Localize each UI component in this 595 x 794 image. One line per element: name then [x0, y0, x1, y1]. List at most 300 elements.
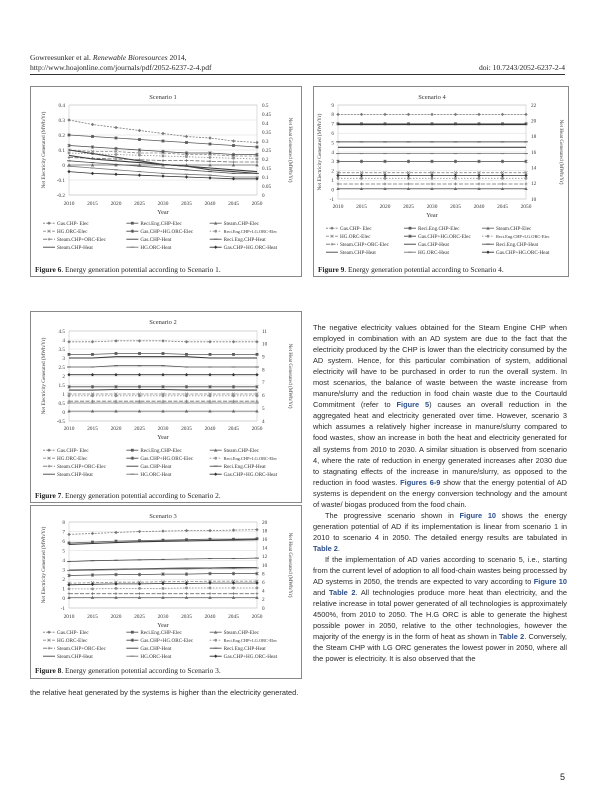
- y-tick-label: 2: [62, 373, 65, 380]
- legend-label: Gas.CHP+HG.ORC-Heat: [496, 250, 550, 256]
- legend-item: [126, 221, 182, 227]
- data-point: [91, 587, 94, 590]
- data-point: [138, 569, 142, 570]
- body-text-column: [313, 322, 567, 664]
- figure-10-link[interactable]: Figure 10: [459, 510, 497, 520]
- legend-item: [126, 229, 193, 235]
- legend-label: Gas.CHP-Heat: [418, 242, 449, 248]
- data-point: [478, 177, 481, 180]
- y-tick-label: -0.5: [56, 418, 65, 425]
- data-point: [208, 171, 212, 172]
- y2-tick-label: 0: [262, 192, 265, 199]
- figure-9-caption-text: . Energy generation potential according to Scenario 4.: [344, 265, 504, 274]
- legend-label: Gas.CHP- Elec: [57, 448, 89, 454]
- y-tick-label: 8: [331, 112, 334, 119]
- data-point: [91, 367, 95, 368]
- data-point: [67, 403, 71, 404]
- data-point: [477, 174, 480, 177]
- p3-text: If the implementation of AD varies according to scenario 5, i.e., starting from the current level of adoption to all food-chain wastes being processed by AD systems in 2050, the trends are expected to vary according to: [313, 554, 567, 587]
- data-point: [232, 173, 236, 174]
- legend-label: Gas.CHP+HG.ORC-Heat: [223, 245, 278, 251]
- legend-marker: [47, 631, 50, 634]
- legend-label: Reci.Eng.CHP+LG.ORC-Elec: [223, 229, 278, 234]
- data-point: [68, 592, 71, 595]
- data-point: [162, 400, 165, 403]
- data-point: [185, 155, 188, 158]
- figure-7-chart: [31, 312, 301, 490]
- data-point: [209, 394, 212, 397]
- legend-marker: [48, 238, 51, 241]
- y2-tick-label: 18: [262, 528, 268, 535]
- x-tick-label: 2050: [251, 201, 263, 207]
- legend-label: Reci.Eng.CHP+LG.ORC-Elec: [223, 638, 278, 643]
- data-point: [430, 113, 433, 116]
- legend-item: [210, 638, 278, 643]
- data-point: [524, 174, 527, 177]
- p2c-text: .: [337, 543, 340, 553]
- x-axis-label: Year: [157, 622, 169, 629]
- p3b-text: . All technologies produce more heat than electricity, and the relative increase in total power generated of all technologies is approximately 4500%, from 2010 to 2050. The H.G ORC is able to generate the highest possible power in 2050, relative to the other technologies, however the majority of the energy is in the form of heat as shown in: [313, 588, 568, 642]
- y-tick-label: -0.2: [56, 192, 65, 199]
- legend-item: [404, 242, 450, 248]
- x-axis-label: Year: [426, 212, 438, 219]
- x-tick-label: 2050: [251, 426, 263, 432]
- data-point: [138, 592, 141, 595]
- data-point: [384, 183, 387, 186]
- x-axis-label: Year: [157, 434, 169, 441]
- y-tick-label: 2.5: [58, 364, 65, 371]
- data-point: [138, 166, 142, 167]
- figure-7: [30, 311, 302, 503]
- data-point: [232, 400, 235, 403]
- data-point: [67, 367, 71, 368]
- legend-item: [126, 456, 193, 462]
- chart-title: Scenario 4: [418, 94, 446, 101]
- figure-6-label: Figure 6: [35, 265, 62, 274]
- data-point: [114, 126, 117, 129]
- legend-item: [404, 250, 450, 256]
- data-point: [162, 155, 165, 158]
- legend-item: [210, 245, 278, 251]
- y-tick-label: 5: [62, 548, 65, 555]
- x-tick-label: 2010: [63, 201, 75, 207]
- data-point: [232, 340, 235, 343]
- x-tick-label: 2020: [110, 426, 122, 432]
- data-point: [209, 592, 212, 595]
- legend-label: Reci.Eng.CHP-Heat: [223, 646, 266, 652]
- y-axis-label: Net Electricity Generated (MWh/Yr): [41, 337, 47, 415]
- chart-title: Scenario 3: [149, 513, 177, 520]
- y2-tick-label: 16: [531, 149, 537, 156]
- legend-item: [326, 250, 376, 256]
- legend-label: HG.ORC-Elec: [57, 229, 88, 235]
- data-point: [232, 581, 235, 584]
- legend-marker: [130, 474, 134, 475]
- legend-item: [43, 237, 107, 243]
- data-point: [383, 174, 386, 177]
- y-axis-label: Net Electricity Generated (MWh/Yr): [317, 113, 323, 191]
- legend-label: Reci.Eng.CHP-Heat: [496, 242, 539, 248]
- data-point: [256, 394, 259, 397]
- data-point: [138, 365, 142, 366]
- data-point: [336, 174, 339, 177]
- y-tick-label: 2: [331, 168, 334, 175]
- data-point: [161, 582, 164, 585]
- figure-6-caption-text: . Energy generation potential according to Scenario 1.: [61, 265, 221, 274]
- data-point: [255, 340, 258, 343]
- legend-item: [126, 237, 172, 243]
- data-point: [162, 140, 165, 143]
- y2-tick-label: 6: [262, 580, 265, 586]
- x-tick-label: 2025: [134, 201, 145, 207]
- data-point: [138, 394, 141, 397]
- p2-text: The progressive scenario shown in: [325, 510, 460, 520]
- chart-title: Scenario 2: [149, 319, 177, 326]
- legend-label: Reci.Eng.CHP+LG.ORC-Elec: [223, 456, 278, 461]
- series-steam-chp-orc-elec: [337, 183, 528, 186]
- data-point: [524, 141, 528, 142]
- x-tick-label: 2025: [134, 614, 145, 620]
- data-point: [162, 592, 165, 595]
- data-point: [185, 340, 188, 343]
- legend-label: HG.ORC-Elec: [57, 456, 88, 462]
- x-tick-label: 2040: [204, 201, 216, 207]
- legend-label: Steam.CHP+ORC-Elec: [57, 646, 106, 652]
- data-point: [209, 587, 212, 590]
- data-point: [208, 136, 211, 139]
- figure-6-caption: [35, 265, 299, 274]
- legend-item: [210, 237, 267, 243]
- legend-label: Steam.CHP-Heat: [57, 245, 93, 251]
- y-tick-label: 3: [331, 159, 334, 166]
- data-point: [336, 113, 339, 116]
- y2-tick-label: 11: [262, 328, 267, 335]
- legend-marker: [487, 235, 490, 238]
- legend-item: [43, 630, 89, 636]
- data-point: [185, 403, 189, 404]
- figure-9-caption: [318, 265, 566, 274]
- y2-tick-label: 7: [262, 380, 265, 387]
- data-point: [208, 581, 211, 584]
- legend-label: Reci.Eng.CHP-Heat: [223, 464, 266, 470]
- legend-item: [210, 456, 278, 461]
- left-column-text: the relative heat generated by the systems is higher than the electricity generated.: [30, 688, 299, 697]
- p3c-text: . Conversely, the Steam CHP with LG ORC generates the lowest power in 2050, where all the power is electricity. It is also observed that the: [313, 632, 567, 664]
- y-tick-label: 4: [62, 558, 65, 565]
- data-point: [115, 137, 118, 140]
- data-point: [114, 169, 118, 170]
- y-tick-label: 5: [331, 140, 334, 147]
- data-point: [208, 558, 212, 559]
- data-point: [256, 158, 259, 161]
- data-point: [114, 403, 118, 404]
- data-point: [185, 592, 188, 595]
- data-point: [501, 174, 504, 177]
- data-point: [67, 118, 70, 121]
- data-point: [232, 353, 235, 356]
- legend-label: HG.ORC-Elec: [57, 638, 88, 644]
- series-hg-orc-heat: [336, 153, 528, 154]
- figure-6-chart: [31, 87, 301, 265]
- x-tick-label: 2020: [110, 201, 122, 207]
- data-point: [454, 141, 458, 142]
- data-point: [337, 177, 340, 180]
- y-tick-label: 0: [62, 162, 65, 169]
- data-point: [430, 174, 433, 177]
- legend-item: [326, 242, 390, 248]
- x-tick-label: 2010: [332, 204, 344, 210]
- legend-item: [43, 654, 93, 660]
- data-point: [91, 172, 94, 175]
- legend-label: Reci.Eng.CHP+LG.ORC-Elec: [496, 234, 550, 239]
- series-gas-chp-hg-orc-elec: [68, 385, 259, 389]
- legend-marker: [214, 473, 217, 476]
- y-tick-label: -1: [60, 605, 65, 612]
- data-point: [67, 583, 70, 586]
- data-point: [525, 177, 528, 180]
- data-point: [161, 559, 165, 560]
- data-point: [91, 353, 94, 356]
- data-point: [185, 400, 188, 403]
- data-point: [138, 400, 141, 403]
- y2-tick-label: 8: [262, 571, 265, 578]
- figure-10-link-2[interactable]: Figure 10: [533, 577, 567, 587]
- data-point: [185, 135, 188, 138]
- data-point: [477, 113, 480, 116]
- table-2-link-2[interactable]: Table 2: [329, 588, 356, 598]
- legend-item: [126, 654, 172, 660]
- data-point: [138, 403, 142, 404]
- y-tick-label: 0: [62, 596, 65, 603]
- data-point: [232, 367, 236, 368]
- legend-item: [43, 638, 88, 644]
- data-point: [209, 143, 212, 146]
- legend-label: Steam.CHP-Elec: [496, 226, 532, 232]
- y-tick-label: 3: [62, 567, 65, 574]
- data-point: [67, 561, 71, 562]
- data-point: [114, 582, 117, 585]
- data-point: [115, 158, 118, 161]
- y-tick-label: 1.5: [58, 382, 65, 389]
- data-point: [91, 560, 95, 561]
- y-tick-label: 7: [331, 121, 334, 128]
- legend-label: HG.ORC-Heat: [140, 245, 172, 251]
- legend-item: [43, 245, 93, 251]
- data-point: [161, 365, 165, 366]
- legend-marker: [214, 639, 217, 642]
- legend-label: Steam.CHP+ORC-Elec: [57, 237, 106, 243]
- data-point: [430, 141, 434, 142]
- figure-8-label: Figure 8: [35, 666, 62, 675]
- header-doi: doi: 10.7243/2052-6237-2-4: [478, 63, 565, 72]
- legend-label: Steam.CHP-Heat: [57, 472, 93, 478]
- legend-label: Steam.CHP-Heat: [57, 654, 93, 660]
- data-point: [477, 153, 481, 154]
- y-tick-label: 6: [331, 131, 334, 137]
- legend-item: [482, 234, 550, 239]
- y-axis-label: Net Electricity Generated (MWh/Yr): [41, 526, 47, 604]
- data-point: [454, 174, 457, 177]
- legend-label: Gas.CHP+HG.ORC-Heat: [223, 472, 278, 478]
- data-point: [209, 160, 212, 163]
- data-point: [67, 533, 70, 536]
- y-tick-label: 6: [62, 538, 65, 545]
- legend-label: Gas.CHP+HG.ORC-Elec: [418, 234, 471, 240]
- x-tick-label: 2030: [157, 426, 169, 432]
- legend-marker: [486, 251, 489, 254]
- legend-label: HG.ORC-Heat: [418, 250, 449, 256]
- legend-marker: [131, 631, 134, 634]
- data-point: [501, 113, 504, 116]
- x-tick-label: 2025: [134, 426, 145, 432]
- y-tick-label: 0.1: [58, 147, 65, 154]
- legend-label: Gas.CHP+HG.ORC-Heat: [223, 654, 278, 660]
- legend-item: [43, 464, 107, 470]
- data-point: [114, 164, 118, 165]
- data-point: [91, 592, 94, 595]
- data-point: [524, 153, 528, 154]
- x-tick-label: 2040: [204, 426, 216, 432]
- data-point: [67, 170, 70, 173]
- figure-7-caption-text: . Energy generation potential according to Scenario 2.: [61, 491, 221, 500]
- table-2-link-3[interactable]: Table 2: [499, 632, 525, 642]
- paragraph-2: [313, 510, 567, 554]
- data-point: [185, 353, 188, 356]
- y-tick-label: 8: [62, 519, 65, 526]
- series-gas-chp-hg-orc-elec: [68, 572, 259, 578]
- figures-6-9-link[interactable]: Figures 6-9: [400, 477, 441, 487]
- x-tick-label: 2020: [110, 614, 122, 620]
- y2-tick-label: 0.15: [262, 165, 272, 172]
- legend-marker: [47, 222, 50, 225]
- data-point: [232, 587, 235, 590]
- legend-item: [126, 646, 172, 652]
- legend-label: Gas.CHP- Elec: [340, 226, 372, 232]
- figure-6: [30, 86, 302, 277]
- x-axis-label: Year: [157, 209, 169, 216]
- x-tick-label: 2045: [228, 614, 239, 620]
- x-tick-label: 2025: [403, 204, 414, 210]
- y2-tick-label: 0.5: [262, 102, 269, 109]
- legend-label: Reci.Eng.CHP-Elec: [140, 448, 182, 454]
- y2-tick-label: 0.2: [262, 156, 269, 163]
- data-point: [162, 394, 165, 397]
- series-gas-chp-hg-orc-heat: [67, 581, 258, 586]
- data-point: [185, 587, 188, 590]
- data-point: [138, 352, 141, 355]
- y2-tick-label: 22: [531, 102, 537, 109]
- data-point: [232, 403, 236, 404]
- table-2-link[interactable]: Table 2: [313, 543, 338, 553]
- data-point: [138, 154, 141, 157]
- data-point: [232, 139, 235, 142]
- y2-tick-label: 6: [262, 393, 265, 400]
- legend-item: [126, 464, 172, 470]
- series-hg-orc-elec: [337, 171, 528, 174]
- figure-8: [30, 505, 302, 679]
- header-rule: [30, 74, 565, 75]
- data-point: [256, 400, 259, 403]
- header-url[interactable]: http://www.hoajonline.com/journals/pdf/2052-6237-2-4.pdf: [30, 63, 212, 72]
- header-authors: Gowreesunker et al.: [30, 53, 93, 62]
- data-point: [232, 568, 236, 569]
- data-point: [454, 183, 457, 186]
- legend-item: [126, 638, 193, 644]
- legend-marker: [47, 449, 50, 452]
- legend-label: HG.ORC-Heat: [140, 654, 172, 660]
- legend-label: Gas.CHP-Heat: [140, 464, 172, 470]
- data-point: [68, 394, 71, 397]
- data-point: [383, 113, 386, 116]
- data-point: [232, 144, 235, 147]
- data-point: [161, 568, 165, 569]
- data-point: [91, 340, 94, 343]
- y-tick-label: 0.3: [58, 117, 65, 124]
- y2-tick-label: 18: [531, 134, 537, 141]
- data-point: [138, 174, 141, 177]
- legend-label: Gas.CHP+HG.ORC-Elec: [140, 456, 194, 462]
- y-tick-label: -1: [329, 196, 334, 203]
- figure-7-caption: [35, 491, 299, 500]
- data-point: [67, 166, 71, 167]
- data-point: [91, 168, 95, 169]
- data-point: [360, 153, 364, 154]
- data-point: [360, 113, 363, 116]
- y2-axis-label: Net Heat Generated (MWh/Yr): [287, 117, 293, 183]
- legend-item: [210, 630, 260, 636]
- y2-tick-label: 20: [531, 118, 537, 125]
- x-tick-label: 2030: [157, 614, 169, 620]
- data-point: [524, 113, 527, 116]
- legend-marker: [214, 239, 218, 240]
- legend-item: [43, 229, 88, 235]
- data-point: [161, 168, 165, 169]
- y2-tick-label: 10: [531, 196, 537, 203]
- data-point: [91, 403, 95, 404]
- y-tick-label: 4: [62, 337, 65, 344]
- legend-label: Steam.CHP-Elec: [223, 221, 259, 227]
- data-point: [161, 173, 165, 174]
- figure-7-label: Figure 7: [35, 491, 62, 500]
- series-gas-chp-hg-orc-heat: [336, 174, 527, 177]
- data-point: [208, 176, 211, 179]
- legend-marker: [130, 656, 134, 657]
- figure-5-link[interactable]: Figure 5: [396, 400, 430, 410]
- legend-label: Gas.CHP+HG.ORC-Elec: [140, 638, 194, 644]
- legend-marker: [214, 466, 218, 467]
- legend-marker: [48, 647, 51, 650]
- legend-marker: [214, 648, 218, 649]
- legend-marker: [214, 246, 217, 249]
- data-point: [185, 175, 188, 178]
- x-tick-label: 2045: [497, 204, 508, 210]
- legend-marker: [408, 252, 412, 253]
- legend-label: HG.ORC-Heat: [140, 472, 172, 478]
- data-point: [501, 141, 505, 142]
- page-number: 5: [559, 772, 565, 782]
- data-point: [68, 400, 71, 403]
- data-point: [67, 340, 70, 343]
- y-tick-label: 9: [331, 102, 334, 109]
- data-point: [115, 592, 118, 595]
- series-hg-orc-heat: [67, 403, 259, 404]
- figure-8-chart: [31, 506, 301, 666]
- legend-item: [43, 221, 89, 227]
- y-tick-label: 1: [62, 586, 65, 593]
- data-point: [360, 141, 364, 142]
- figure-9: [313, 86, 569, 277]
- series-reci-eng-chp-elec: [68, 352, 259, 356]
